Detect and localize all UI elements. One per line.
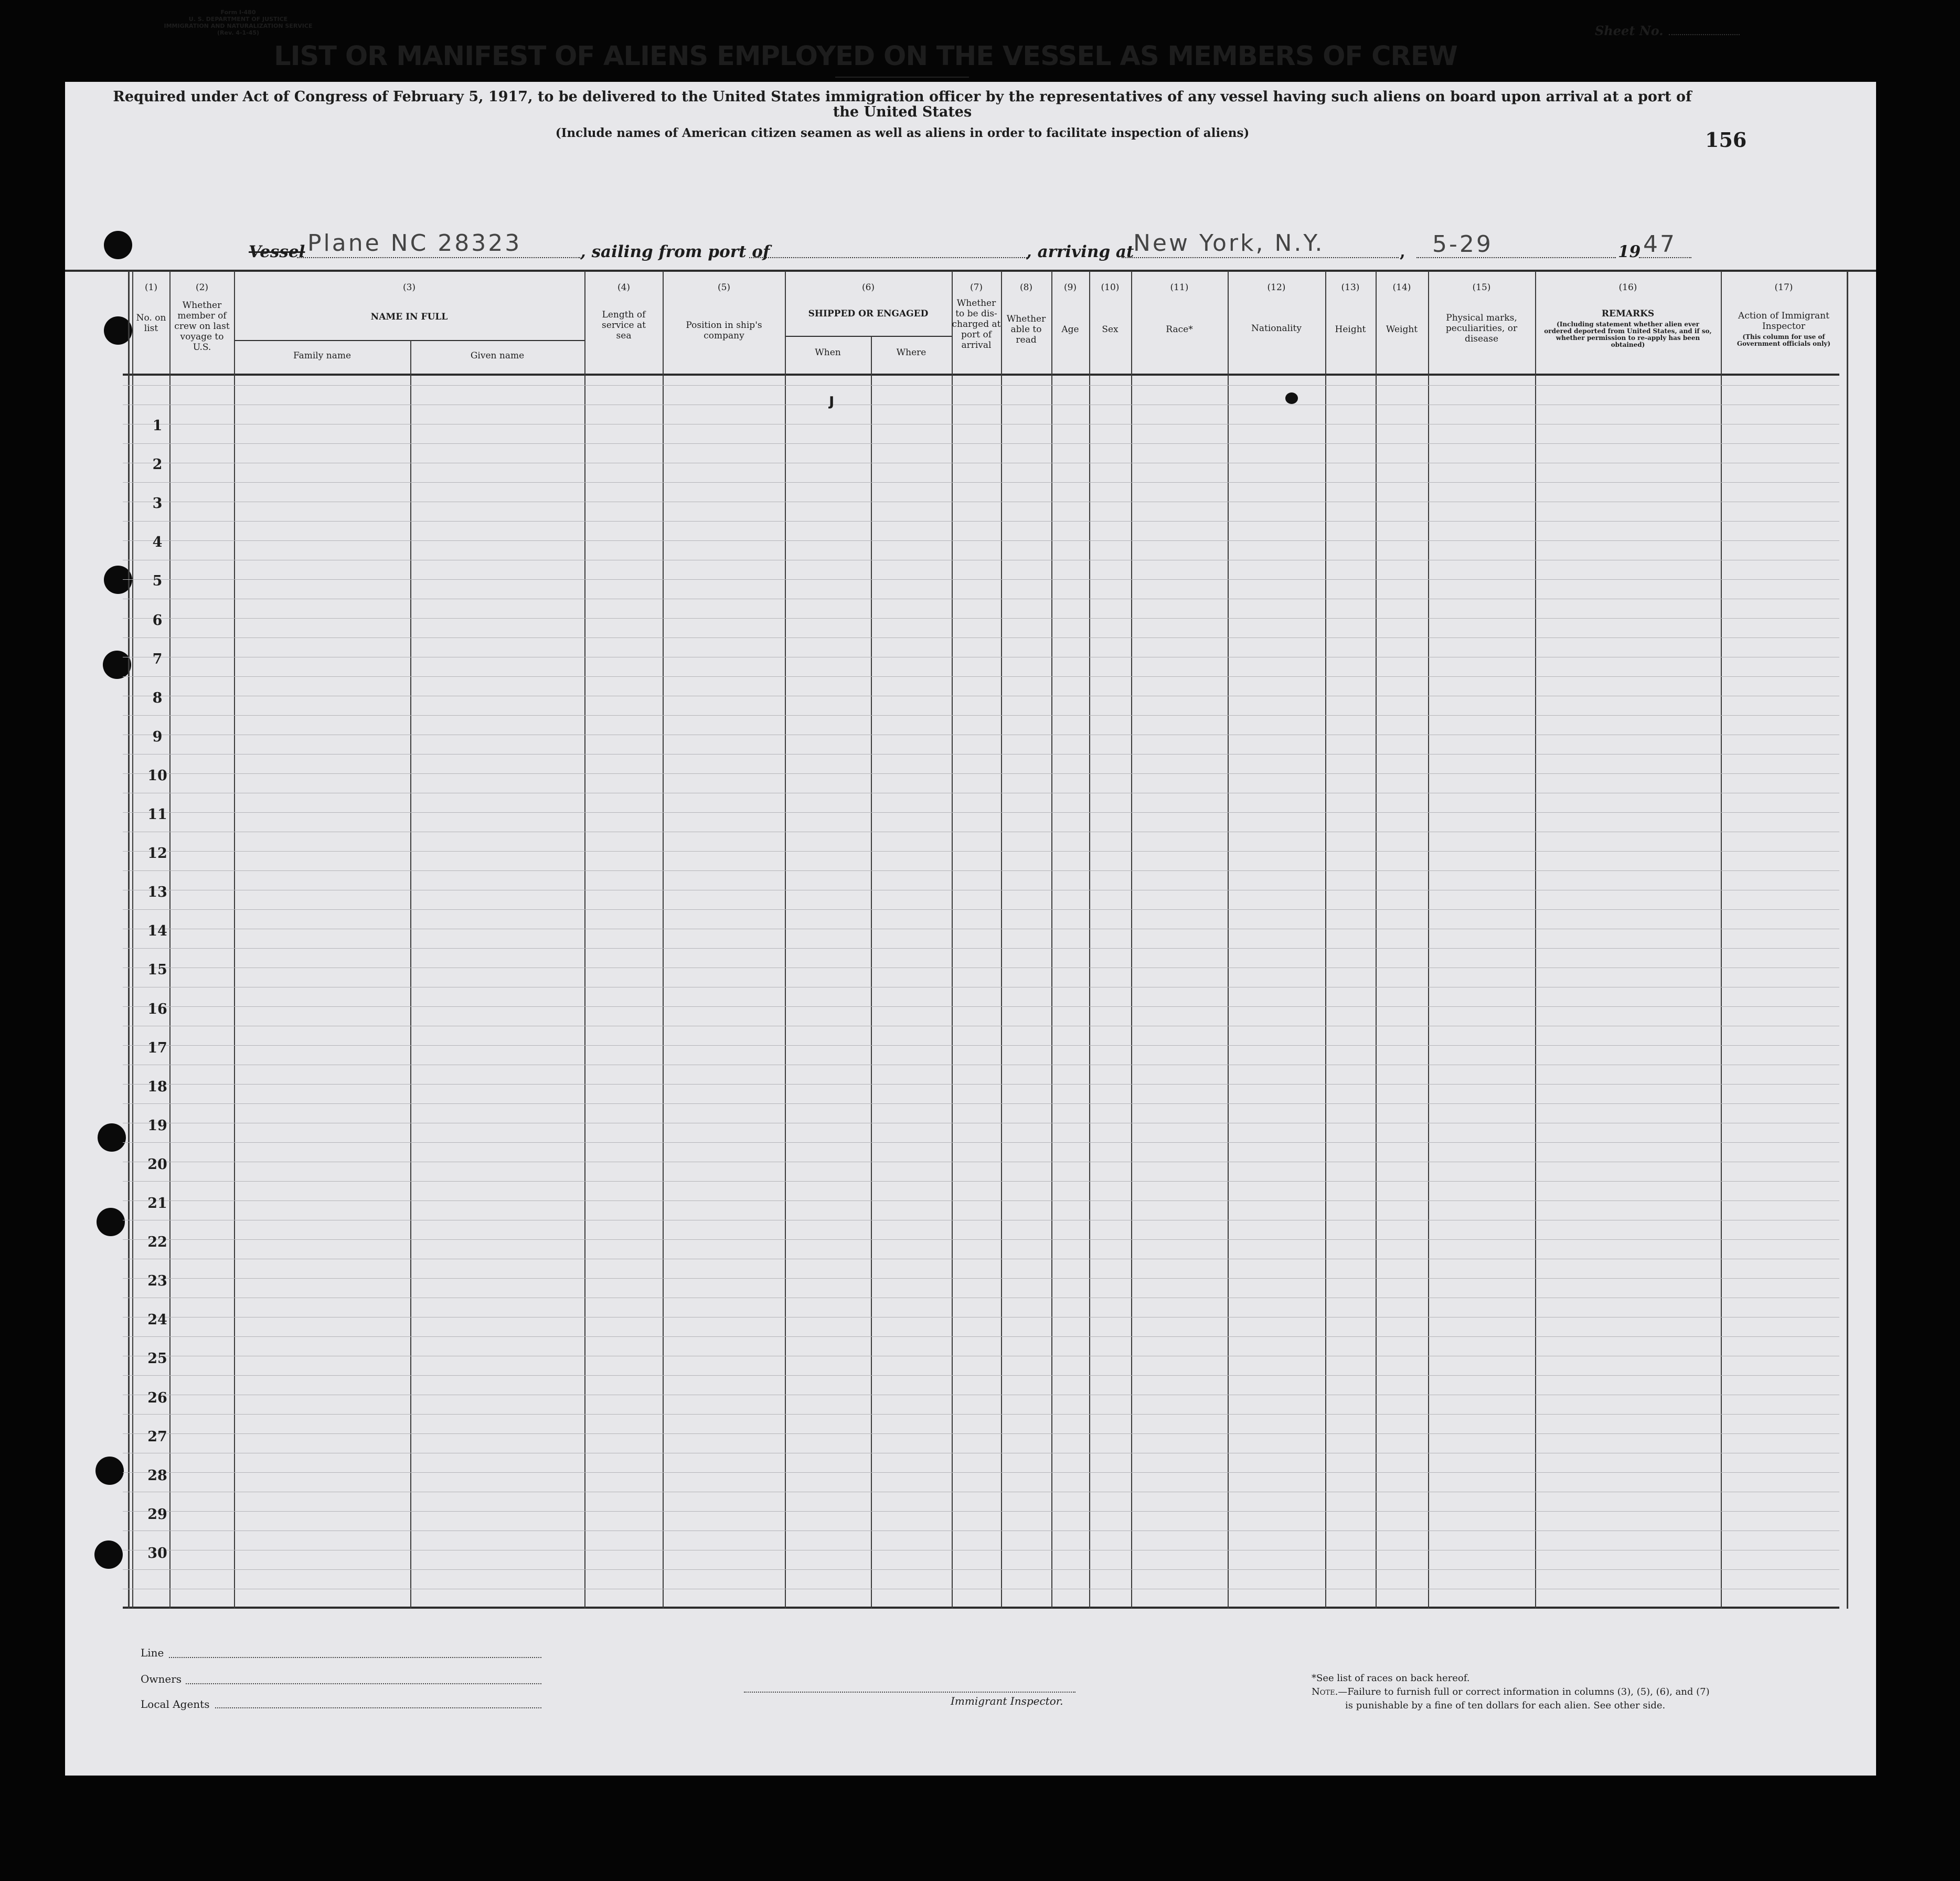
row-rule (123, 676, 1839, 677)
col-12-number: (12) (1267, 282, 1286, 293)
col-5-label: Position in ship's company (686, 320, 762, 341)
col-15-number: (15) (1472, 282, 1491, 293)
row-rule (123, 1472, 1839, 1473)
col-divider (132, 271, 133, 1609)
form-revision: (Rev. 4-1-45) (217, 29, 259, 36)
form-identifier (132, 9, 344, 36)
col-8-number: (8) (1019, 282, 1033, 293)
col-6-number: (6) (861, 282, 875, 293)
col-8-label: Whether able to read (1006, 314, 1046, 345)
vessel-value: Plane NC 28323 (307, 230, 522, 257)
table-top-border (65, 270, 1876, 272)
col-divider (1535, 271, 1536, 1609)
row-rule (123, 1414, 1839, 1415)
ink-mark: ȷ (829, 391, 835, 409)
row-number: 7 (152, 651, 163, 667)
page-title: LIST OR MANIFEST OF ALIENS EMPLOYED ON THE VESSEL AS MEMBERS OF CREW (274, 41, 1457, 72)
col-divider (1847, 271, 1848, 1609)
row-number: 23 (147, 1273, 167, 1290)
col-4-label: Length of service at sea (602, 310, 646, 341)
col-2-number: (2) (195, 282, 209, 293)
row-number: 14 (147, 923, 167, 940)
col-14-label: Weight (1386, 324, 1418, 335)
arriving-label: , arriving at (1026, 242, 1134, 261)
row-number: 8 (152, 689, 163, 706)
row-rule (123, 443, 1839, 444)
row-rule (123, 1375, 1839, 1376)
arriving-port-field[interactable] (1122, 257, 1399, 258)
sailing-port-field[interactable] (749, 257, 1027, 258)
row-rule (123, 1278, 1839, 1279)
row-rule (123, 521, 1839, 522)
col-divider (1089, 271, 1090, 1609)
row-rule (123, 1239, 1839, 1240)
year-prefix: 19 (1618, 242, 1641, 261)
row-rule (123, 851, 1839, 852)
row-number: 26 (147, 1389, 167, 1406)
row-number: 2 (152, 456, 163, 473)
row-number: 11 (147, 806, 167, 823)
col-17-label: Action of Immigrant Inspector (1738, 311, 1829, 332)
col-16-number: (16) (1618, 282, 1637, 293)
row-number: 10 (147, 767, 167, 784)
vessel-label: Vessel (249, 242, 305, 261)
col-13-number: (13) (1341, 282, 1360, 293)
punch-hole (103, 651, 131, 679)
row-rule (123, 870, 1839, 871)
col-15-label: Physical marks, peculiarities, or disease (1445, 313, 1518, 344)
row-number: 19 (147, 1117, 167, 1134)
col-1-number: (1) (144, 282, 158, 293)
row-number: 4 (152, 534, 163, 551)
col-4-number: (4) (617, 282, 631, 293)
row-rule (123, 1084, 1839, 1085)
sheet-number-label: Sheet No. (1595, 23, 1664, 38)
row-rule (123, 540, 1839, 541)
col-17-number: (17) (1774, 282, 1793, 293)
races-note: *See list of races on back hereof. (1312, 1673, 1470, 1684)
given-name-header: Given name (470, 350, 525, 361)
sheet-number (1595, 23, 1740, 38)
col-11-label: Race* (1166, 324, 1193, 335)
inspector-label: Immigrant Inspector. (951, 1695, 1063, 1707)
col-17-note: (This column for use of Government officials only) (1737, 333, 1831, 347)
row-number: 1 (152, 418, 163, 434)
year-value: 47 (1643, 231, 1677, 258)
table-bottom-border (123, 1607, 1839, 1609)
comma: , (1400, 242, 1405, 261)
col-1-label: No. on list (136, 313, 166, 334)
row-number: 18 (147, 1078, 167, 1095)
col-7-number: (7) (970, 282, 983, 293)
row-number: 16 (147, 1001, 167, 1017)
row-number: 24 (147, 1312, 167, 1329)
col-11-number: (11) (1170, 282, 1189, 293)
row-number: 25 (147, 1351, 167, 1367)
row-rule (123, 1336, 1839, 1337)
col-16-label: REMARKS (1601, 309, 1655, 319)
row-number: 9 (152, 728, 163, 745)
title-rule (835, 77, 969, 78)
fine-note (1312, 1685, 1710, 1699)
row-rule (123, 1103, 1839, 1104)
include-note: (Include names of American citizen seamen as well as aliens in order to facilitate inspection of aliens) (555, 126, 1250, 140)
header-bottom-border (123, 374, 1839, 376)
row-number: 21 (147, 1195, 167, 1212)
row-rule (123, 909, 1839, 910)
col-5-number: (5) (717, 282, 731, 293)
col-divider (1721, 271, 1722, 1609)
col-divider (128, 271, 130, 1609)
row-rule (123, 1511, 1839, 1512)
row-rule (123, 1200, 1839, 1201)
row-rule (123, 1569, 1839, 1570)
owners-label: Owners (141, 1673, 182, 1685)
col-divider (663, 271, 664, 1609)
note-label: Note. (1312, 1686, 1338, 1697)
form-service: IMMIGRATION AND NATURALIZATION SERVICE (164, 23, 313, 29)
col-9-label: Age (1061, 324, 1079, 335)
punch-hole (98, 1123, 126, 1152)
row-number: 17 (147, 1039, 167, 1056)
date-value: 5-29 (1432, 231, 1493, 258)
col-7-label: Whether to be dis-charged at port of arrival (952, 298, 1001, 350)
name-subheader-rule (234, 340, 584, 341)
row-number: 6 (152, 612, 163, 629)
form-id: Form I-480 (220, 9, 256, 16)
shipped-subheader-rule (785, 336, 952, 337)
row-number: 5 (152, 573, 163, 590)
row-rule (123, 385, 1839, 386)
punch-hole (104, 231, 132, 259)
col-divider (1428, 271, 1429, 1609)
punch-hole (95, 1457, 124, 1485)
row-rule (123, 1433, 1839, 1434)
col-divider (952, 271, 953, 1609)
local-agents-label: Local Agents (141, 1698, 210, 1710)
note-text-1: —Failure to furnish full or correct information in columns (3), (5), (6), and (7) (1338, 1686, 1710, 1697)
row-number: 20 (147, 1156, 167, 1173)
row-number: 3 (152, 495, 163, 512)
row-rule (123, 579, 1839, 580)
where-header: Where (896, 347, 926, 358)
col-divider (1228, 271, 1229, 1609)
col-divider (785, 271, 786, 1609)
punch-hole (97, 1208, 125, 1236)
row-rule (123, 948, 1839, 949)
row-number: 27 (147, 1428, 167, 1445)
family-name-header: Family name (293, 350, 351, 361)
punch-hole (94, 1540, 123, 1569)
row-rule (123, 773, 1839, 774)
col-3-label: NAME IN FULL (370, 312, 448, 322)
row-number: 15 (147, 962, 167, 979)
row-rule (123, 1045, 1839, 1046)
row-rule (123, 637, 1839, 638)
row-rule (123, 1006, 1839, 1007)
stamped-page-number: 156 (1705, 128, 1747, 152)
col-10-number: (10) (1101, 282, 1120, 293)
row-number: 13 (147, 884, 167, 901)
col-2-label: Whether member of crew on last voyage to U.S. (174, 300, 230, 353)
row-rule (123, 1142, 1839, 1143)
vessel-field[interactable] (297, 257, 580, 258)
form-department: U. S. DEPARTMENT OF JUSTICE (188, 16, 288, 23)
row-number: 29 (147, 1506, 167, 1523)
col-divider (1001, 271, 1002, 1609)
col-9-number: (9) (1063, 282, 1077, 293)
col-divider (1051, 271, 1052, 1609)
row-number: 28 (147, 1467, 167, 1484)
ink-blot (1285, 392, 1298, 404)
sailing-label: , sailing from port of (580, 242, 770, 261)
col-12-label: Nationality (1251, 323, 1302, 334)
row-rule (123, 618, 1839, 619)
row-rule (123, 715, 1839, 716)
row-number: 30 (147, 1545, 167, 1561)
col-6-label: SHIPPED OR ENGAGED (808, 309, 929, 319)
col-divider (1131, 271, 1132, 1609)
line-label: Line (141, 1646, 164, 1659)
row-number: 12 (147, 845, 167, 862)
row-rule (123, 1181, 1839, 1182)
col-13-label: Height (1335, 324, 1366, 335)
col-divider (410, 340, 411, 1609)
col-3-number: (3) (402, 282, 416, 293)
col-divider (1376, 271, 1377, 1609)
arriving-value: New York, N.Y. (1133, 230, 1325, 257)
col-divider (871, 336, 872, 1609)
when-header: When (815, 347, 841, 358)
col-14-number: (14) (1392, 282, 1411, 293)
sheet-number-field[interactable] (1669, 34, 1740, 35)
col-divider (234, 271, 235, 1609)
col-divider (1325, 271, 1326, 1609)
row-rule (123, 482, 1839, 483)
col-16-note: (Including statement whether alien ever ordered deported from United States, and if so, whether permission to re-apply has been obtained) (1544, 321, 1712, 348)
col-10-label: Sex (1102, 324, 1119, 335)
col-divider (584, 271, 585, 1609)
requirement-text: Required under Act of Congress of February 5, 1917, to be delivered to the United States immigration officer by the representatives of any vessel having such aliens on board upon arrival at a port of the United States (113, 89, 1692, 120)
row-rule (123, 812, 1839, 813)
row-number: 22 (147, 1234, 167, 1251)
note-text-2: is punishable by a fine of ten dollars for each alien. See other side. (1345, 1700, 1666, 1711)
